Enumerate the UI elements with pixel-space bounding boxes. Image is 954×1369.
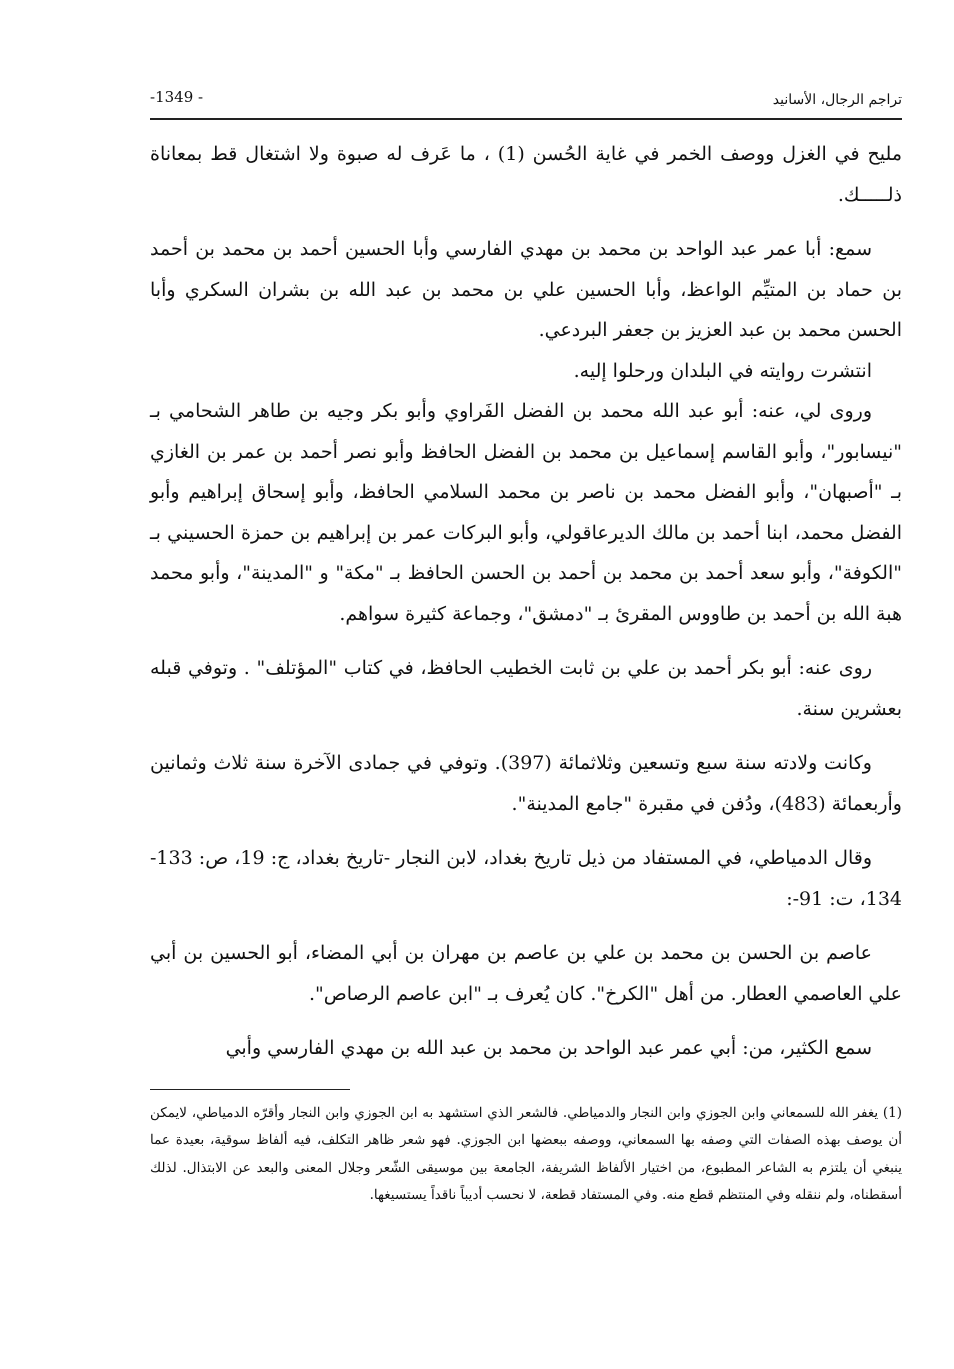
paragraph-9: سمع الكثير، من: أبي عمر عبد الواحد بن محمد بن عبد الله بن مهدي الفارسي وأبي (225, 1037, 872, 1059)
running-title: تراجم الرجال، الأسانيد (772, 92, 902, 108)
main-text (150, 134, 902, 1069)
paragraph-7: وقال الدمياطي، في المستفاد من ذيل تاريخ بغداد، لابن النجار -تاريخ بغداد، ج: 19، ص: 133-134، ت: 91-: (150, 847, 902, 910)
paragraph-2: سمع: أبا عمر عبد الواحد بن محمد بن مهدي الفارسي وأبا الحسين أحمد بن محمد بن أحمد بن حماد بن المتيِّم الواعظ، وأبا الحسين علي بن محمد بن عبد الله بن بشران السكري وأبا الحسن محمد بن عبد العزيز بن جعفر البردعي. (150, 238, 902, 341)
document-page (150, 78, 902, 1210)
paragraph-3: انتشرت روايته في البلدان ورحلوا إليه. (573, 359, 872, 382)
paragraph-6: وكانت ولادته سنة سبع وتسعين وثلاثمائة (397). وتوفي في جمادى الآخرة سنة ثلاث وثمانين وأربعمائة (483)، ودُفن في مقبرة "جامع المدينة". (150, 752, 902, 815)
paragraph-5: روى عنه: أبو بكر أحمد بن علي بن ثابت الخطيب الحافظ، في كتاب "المؤتلف" . وتوفي قبله بعشرين سنة. (150, 657, 902, 720)
paragraph-8: عاصم بن الحسن بن محمد بن علي بن عاصم بن مهران بن أبي المضاء، أبو الحسين بن أبي علي العاصمي العطار. من أهل "الكرخ". كان يُعرف بـ "ابن عاصم الرصاص". (150, 942, 902, 1005)
footnote-text: (1) يغفر الله للسمعاني وابن الجوزي وابن النجار والدمياطي. فالشعر الذي استشهد به ابن الجوزي وابن النجار وأقرّه الدمياطي، لايمكن أن يوصف بهذه الصفات التي وصفه بها السمعاني، ووصفه ببعضها ابن الجوزي. فهو شعر ظاهر التكلف، فيه ألفاظ سوقية، بعيدة عما ينبغي أن يلتزم به الشاعر المطبوع، من اختيار الألفاظ الشريفة، الجامعة بين موسيقى الشّعر وجلال المعنى والبعد عن الابتذال. لذلك أسقطناه، ولم ننقله وفي المنتظم قطع منه. وفي المستفاد قطعة، لا نحسب أديباً ناقداً يستسيغها. (150, 1104, 902, 1203)
footnote (150, 1100, 902, 1210)
paragraph-4: وروى لي، عنه: أبو عبد الله محمد بن الفضل الفَراوي وأبو بكر وجيه بن طاهر الشحامي بـ "نيسابور"، وأبو القاسم إسماعيل بن محمد بن الفضل الحافظ وأبو نصر أحمد بن عمر بن الغازي بـ "أصبهان"، وأبو الفضل محمد بن ناصر بن محمد السلامي الحافظ، وأبو إسحاق إبراهيم وأبو الفضل محمد، ابنا أحمد بن مالك الديرعاقولي، وأبو البركات عمر بن إبراهيم بن حمزة الحسيني بـ "الكوفة"، وأبو سعد أحمد بن محمد بن أحمد بن الحسن الحافظ بـ "مكة" و "المدينة"، وأبو محمد هبة الله بن أحمد بن طاووس المقرئ بـ "دمشق"، وجماعة كثيرة سواهم. (150, 400, 902, 625)
page-header (150, 78, 902, 120)
page-number: -1349 - (150, 88, 204, 106)
paragraph-1: مليح في الغزل ووصف الخمر في غاية الحُسن (1) ، ما عَرف له صبوة ولا اشتغال قط بمعاناة ذلـــــك. (150, 143, 902, 206)
footnote-divider (150, 1089, 350, 1090)
